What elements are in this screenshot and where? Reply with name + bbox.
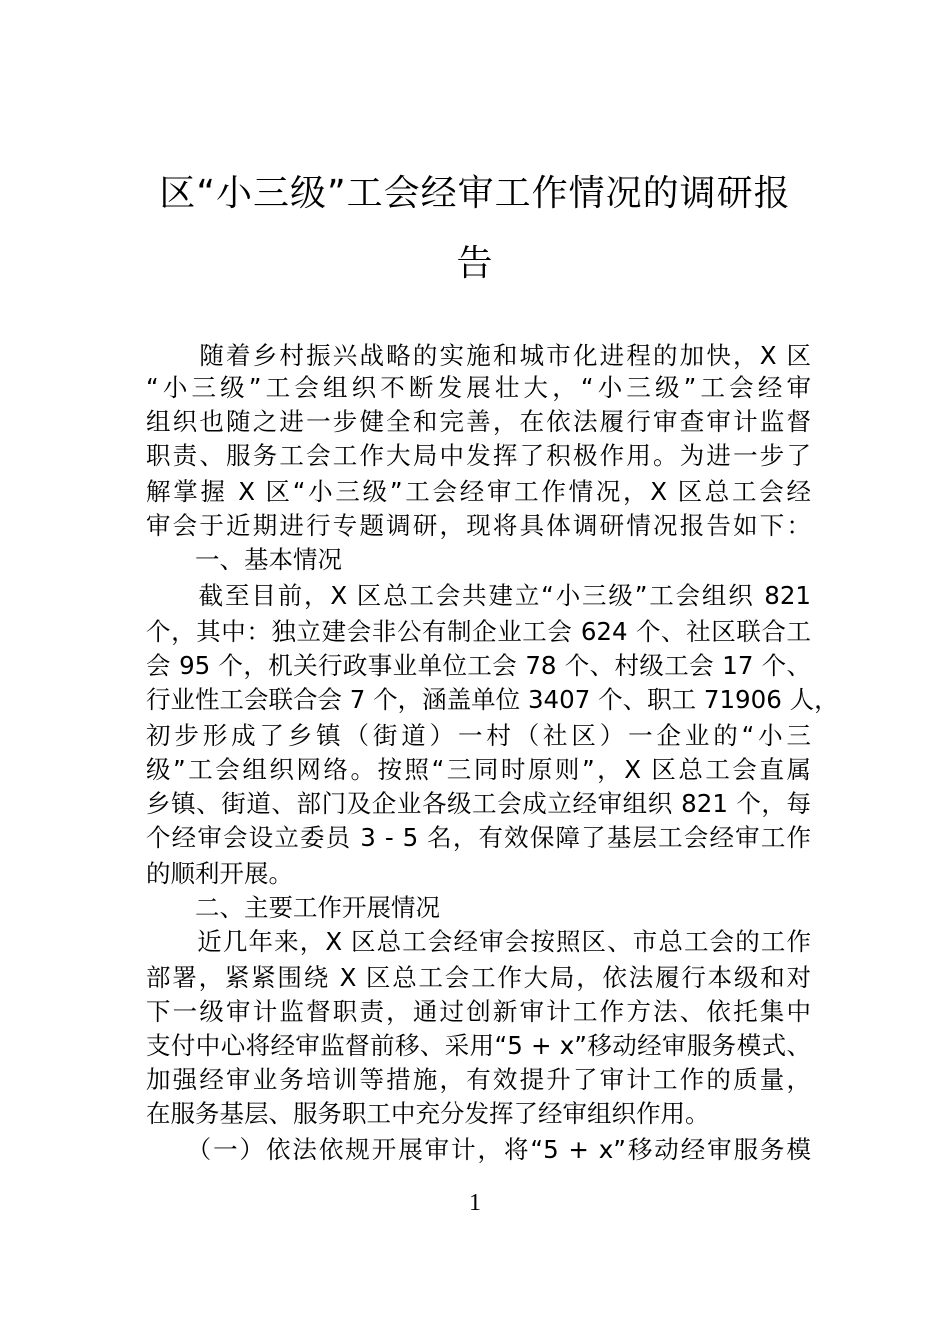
body-line: “小三级”工会组织不断发展壮大，“小三级”工会经审 [146,373,811,402]
body-line: 部署，紧紧围绕 X 区总工会工作大局，依法履行本级和对 [146,963,811,992]
page-number: 1 [469,1190,481,1216]
body-line: 近几年来，X 区总工会经审会按照区、市总工会的工作 [146,927,811,956]
body-line: 组织也随之进一步健全和完善，在依法履行审查审计监督 [146,407,811,436]
body-line: 审会于近期进行专题调研，现将具体调研情况报告如下： [146,511,811,540]
body-line: 截至目前，X 区总工会共建立“小三级”工会组织 821 [146,581,811,610]
section-heading-main-work: 二、主要工作开展情况 [146,893,440,922]
body-line: 支付中心将经审监督前移、采用“5 + x”移动经审服务模式、 [146,1031,811,1060]
body-line: 下一级审计监督职责，通过创新审计工作方法、依托集中 [146,997,811,1026]
body-line: 个，其中：独立建会非公有制企业工会 624 个、社区联合工 [146,617,811,646]
body-line: 行业性工会联合会 7 个，涵盖单位 3407 个、职工 71906 人， [146,685,839,714]
document-title-line-1: 区“小三级”工会经审工作情况的调研报 [159,173,791,214]
subsection-heading: （一）依法依规开展审计，将“5 + x”移动经审服务模 [146,1135,811,1164]
body-line: 解掌握 X 区“小三级”工会经审工作情况，X 区总工会经 [146,477,811,506]
body-line: 加强经审业务培训等措施，有效提升了审计工作的质量， [146,1065,811,1094]
body-line: 的顺利开展。 [146,859,293,888]
body-line: 级”工会组织网络。按照“三同时原则”，X 区总工会直属 [146,755,811,784]
body-line: 会 95 个，机关行政事业单位工会 78 个、村级工会 17 个、 [146,651,811,680]
body-line: 乡镇、街道、部门及企业各级工会成立经审组织 821 个，每 [146,789,811,818]
body-line: 个经审会设立委员 3 - 5 名，有效保障了基层工会经审工作 [146,823,811,852]
body-line: 随着乡村振兴战略的实施和城市化进程的加快，X 区 [146,341,811,370]
body-line: 初步形成了乡镇（街道）一村（社区）一企业的“小三 [146,721,811,750]
body-line: 职责、服务工会工作大局中发挥了积极作用。为进一步了 [146,441,811,470]
body-line: 在服务基层、服务职工中充分发挥了经审组织作用。 [146,1099,710,1128]
document-title-line-2: 告 [456,243,494,284]
section-heading-basic: 一、基本情况 [146,545,342,574]
